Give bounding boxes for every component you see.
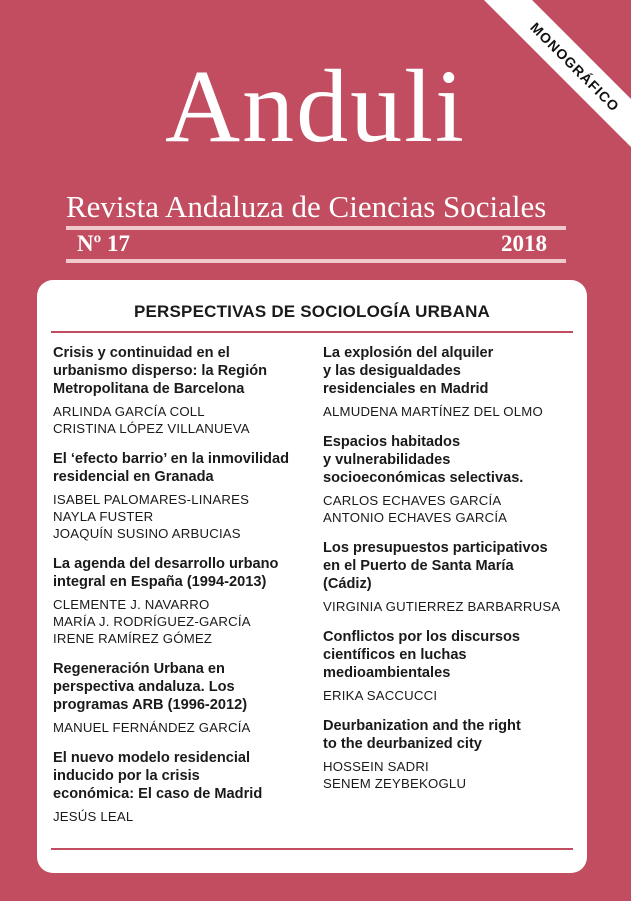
article-author: SENEM ZEYBEKOGLU <box>323 776 467 791</box>
article-title: La agenda del desarrollo urbano integral en España (1994-2013) <box>53 556 279 590</box>
article-author: JOAQUÍN SUSINO ARBUCIAS <box>53 526 241 541</box>
article-author: JESÚS LEAL <box>53 809 134 824</box>
article-author: IRENE RAMÍREZ GÓMEZ <box>53 631 213 646</box>
issue-year: 2018 <box>501 231 547 256</box>
subtitle-rule-top <box>66 226 566 230</box>
article-author: MARÍA J. RODRÍGUEZ-GARCÍA <box>53 614 251 629</box>
article-entry <box>53 555 303 647</box>
contents-card <box>37 280 587 873</box>
article-title: El nuevo modelo residencial inducido por la crisis económica: El caso de Madrid <box>53 750 263 802</box>
article-author: CARLOS ECHAVES GARCÍA <box>323 493 502 508</box>
article-title: Espacios habitados y vulnerabilidades socioeconómicas selectivas. <box>323 434 524 486</box>
article-author: NAYLA FUSTER <box>53 509 154 524</box>
article-title: Los presupuestos participativos en el Puerto de Santa María (Cádiz) <box>323 540 548 592</box>
article-author: VIRGINIA GUTIERREZ BARBARRUSA <box>323 599 561 614</box>
article-title: La explosión del alquiler y las desigualdades residenciales en Madrid <box>323 345 494 397</box>
article-entry <box>53 344 303 437</box>
article-title: Crisis y continuidad en el urbanismo disperso: la Región Metropolitana de Barcelona <box>53 345 268 397</box>
card-divider-top <box>51 331 573 333</box>
journal-title: Anduli <box>165 49 466 164</box>
left-article-column <box>53 344 303 838</box>
article-title: Regeneración Urbana en perspectiva andaluza. Los programas ARB (1996-2012) <box>53 661 248 713</box>
article-author: CLEMENTE J. NAVARRO <box>53 597 210 612</box>
article-title: El ‘efecto barrio’ en la inmovilidad residencial en Granada <box>53 451 289 485</box>
article-author: ANTONIO ECHAVES GARCÍA <box>323 510 508 525</box>
article-author: ERIKA SACCUCCI <box>323 688 438 703</box>
monografico-ribbon: MONOGRÁFICO <box>482 0 631 160</box>
article-entry <box>53 749 303 825</box>
article-author: ALMUDENA MARTÍNEZ DEL OLMO <box>323 404 543 419</box>
article-title: Conflictos por los discursos científicos en luchas medioambientales <box>323 629 521 681</box>
journal-subtitle: Revista Andaluza de Ciencias Sociales <box>66 189 547 224</box>
article-entry <box>323 433 573 526</box>
article-entry <box>323 539 573 615</box>
issue-number: Nº 17 <box>77 231 130 256</box>
section-title: PERSPECTIVAS DE SOCIOLOGÍA URBANA <box>133 302 491 321</box>
article-entry <box>53 450 303 542</box>
article-author: CRISTINA LÓPEZ VILLANUEVA <box>53 421 250 436</box>
card-divider-bottom <box>51 848 573 850</box>
article-entry <box>323 628 573 704</box>
article-entry <box>323 344 573 420</box>
article-author: HOSSEIN SADRI <box>323 759 429 774</box>
right-article-column <box>323 344 573 805</box>
article-title: Deurbanization and the right to the deurbanized city <box>323 718 521 752</box>
article-entry <box>53 660 303 736</box>
article-author: MANUEL FERNÁNDEZ GARCÍA <box>53 720 251 735</box>
article-author: ISABEL PALOMARES-LINARES <box>53 492 250 507</box>
article-entry <box>323 717 573 792</box>
article-author: ARLINDA GARCÍA COLL <box>53 404 205 419</box>
subtitle-rule-bottom <box>66 259 566 263</box>
